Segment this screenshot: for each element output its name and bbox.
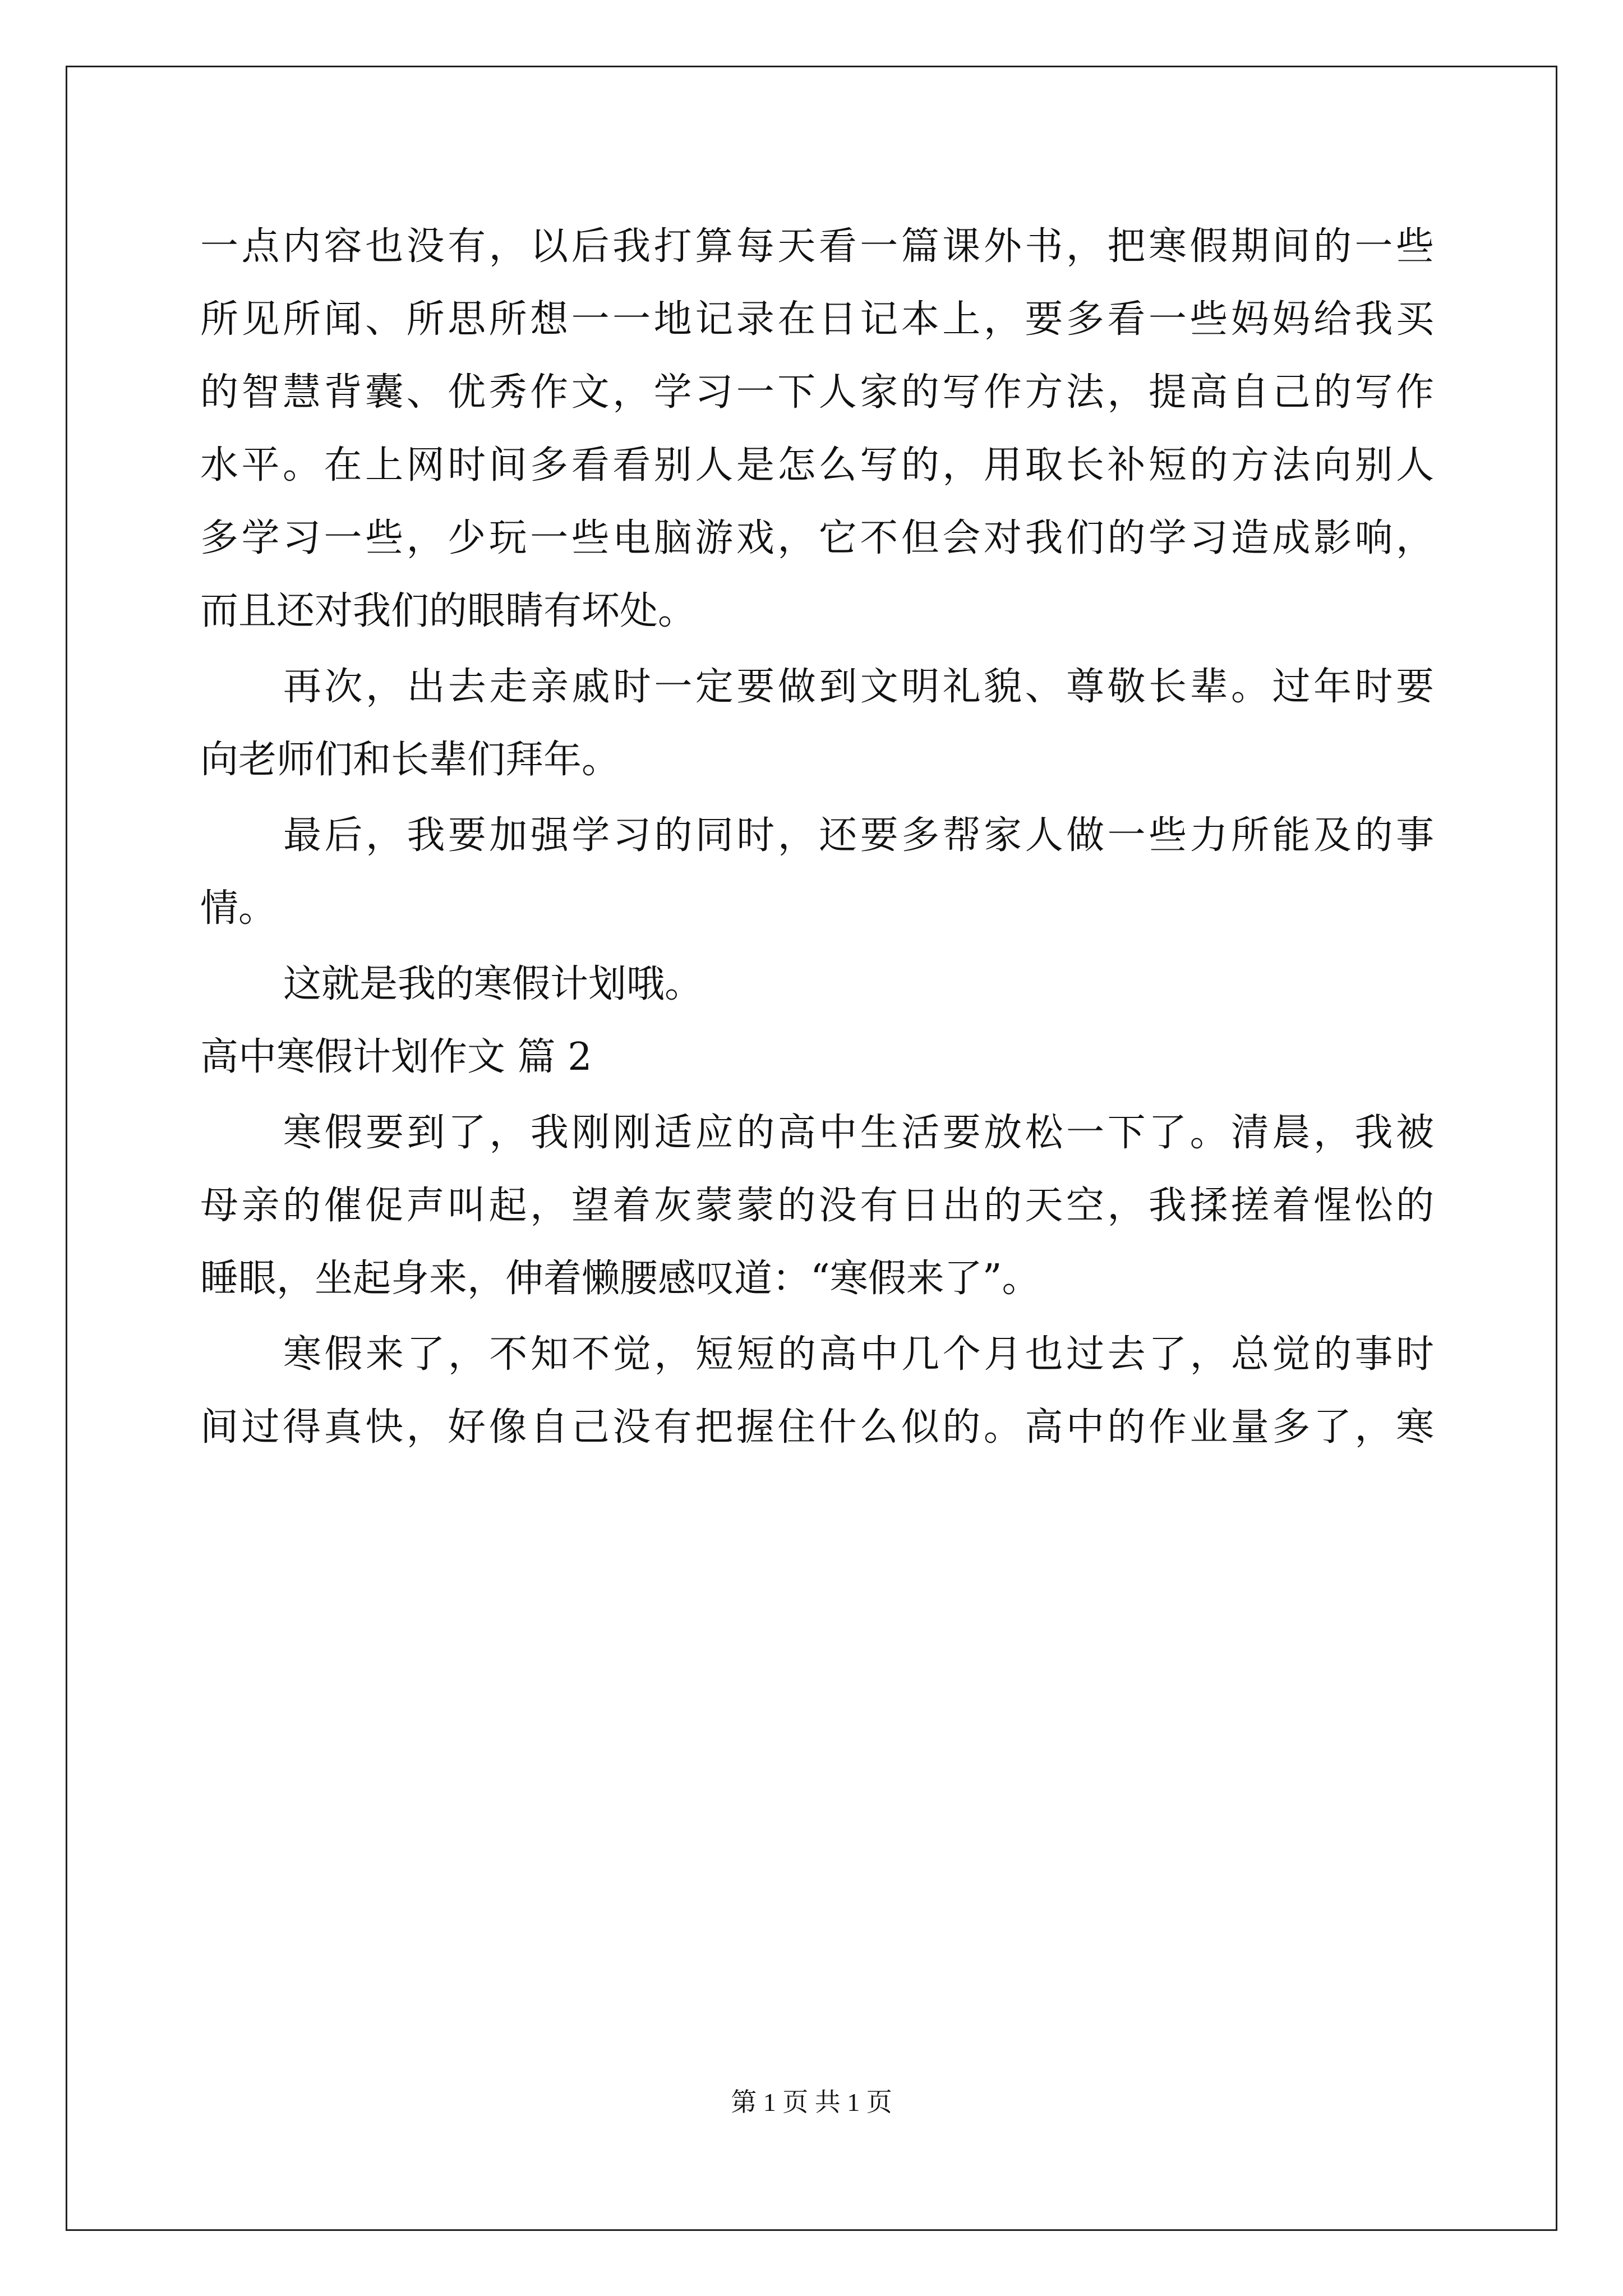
page-footer: 第 1 页 共 1 页 — [731, 2088, 892, 2116]
section-paragraph-1-line-2: 母亲的催促声叫起，望着灰蒙蒙的没有日出的天空，我揉搓着惺忪的 — [200, 1184, 1434, 1228]
paragraph-1-line-6: 而且还对我们的眼睛有坏处。 — [200, 589, 697, 633]
paragraph-1-line-3: 的智慧背囊、优秀作文，学习一下人家的写作方法，提高自己的写作 — [200, 370, 1434, 415]
section-paragraph-1-line-1: 寒假要到了，我刚刚适应的高中生活要放松一下了。清晨，我被 — [283, 1111, 1434, 1155]
paragraph-1-line-5: 多学习一些，少玩一些电脑游戏，它不但会对我们的学习造成影响， — [200, 516, 1434, 560]
section-heading: 高中寒假计划作文 篇 2 — [200, 1035, 592, 1079]
paragraph-1-line-2: 所见所闻、所思所想一一地记录在日记本上，要多看一些妈妈给我买 — [200, 297, 1434, 342]
paragraph-1-line-1: 一点内容也没有，以后我打算每天看一篇课外书，把寒假期间的一些 — [200, 224, 1434, 269]
paragraph-2-line-2: 向老师们和长辈们拜年。 — [200, 738, 620, 782]
paragraph-4-line-1: 这就是我的寒假计划哦。 — [283, 962, 703, 1006]
paragraph-1-line-4: 水平。在上网时间多看看别人是怎么写的，用取长补短的方法向别人 — [200, 443, 1434, 487]
paragraph-3-line-2: 情。 — [200, 886, 277, 931]
section-paragraph-2-line-2: 间过得真快，好像自己没有把握住什么似的。高中的作业量多了，寒 — [200, 1405, 1434, 1450]
paragraph-3-line-1: 最后，我要加强学习的同时，还要多帮家人做一些力所能及的事 — [283, 813, 1434, 858]
section-paragraph-1-line-3: 睡眼，坐起身来，伸着懒腰感叹道：“寒假来了”。 — [200, 1257, 1040, 1301]
section-paragraph-2-line-1: 寒假来了，不知不觉，短短的高中几个月也过去了，总觉的事时 — [283, 1332, 1434, 1377]
paragraph-2-line-1: 再次，出去走亲戚时一定要做到文明礼貌、尊敬长辈。过年时要 — [283, 665, 1434, 709]
